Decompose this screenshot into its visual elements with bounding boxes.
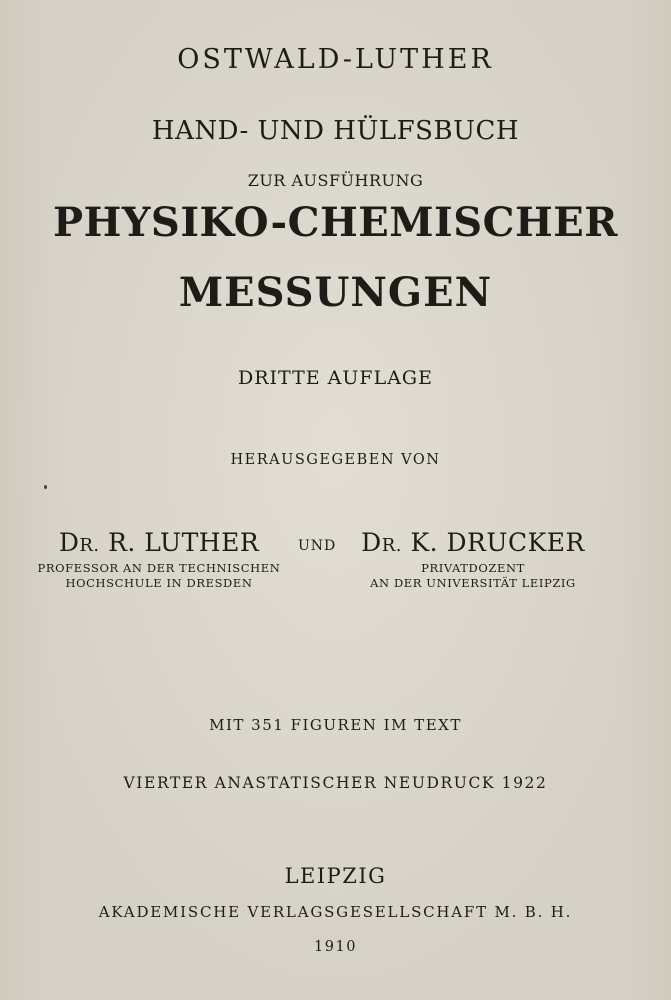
editor-2-prefix: D [361,528,382,557]
conjunction: UND [298,538,337,554]
figures-note: MIT 351 FIGUREN IM TEXT [209,716,462,734]
editor-2-name: K. DRUCKER [410,528,585,557]
editor-2-role-line-2: AN DER UNIVERSITÄT LEIPZIG [370,575,576,590]
editor-2-role-line-1: PRIVATDOZENT [421,561,525,575]
editor-2 [352,530,594,591]
editor-1-role [28,561,290,591]
editor-1-role-line-1: PROFESSOR AN DER TECHNISCHEN [37,561,281,575]
editor-2-prefix-sub: R. [381,535,402,556]
editor-1-prefix-sub: R. [79,535,100,556]
editor-1-name: R. LUTHER [108,528,260,557]
editor-1-role-line-2: HOCHSCHULE IN DRESDEN [65,575,253,590]
editor-1 [28,530,290,591]
edition-line: DRITTE AUFLAGE [238,367,433,389]
publication-year: 1910 [314,939,357,955]
author-line: OSTWALD-LUTHER [177,44,494,75]
paper-speck [44,485,47,489]
title-line-4: MESSUNGEN [178,269,493,316]
editor-2-name-line [352,530,594,555]
editor-1-name-line [28,530,290,555]
publisher-city: LEIPZIG [284,864,387,888]
edited-by-line: HERAUSGEGEBEN VON [230,452,441,468]
title-line-1: HAND- UND HÜLFSBUCH [151,116,520,146]
publisher-name: AKADEMISCHE VERLAGSGESELLSCHAFT M. B. H. [98,903,573,921]
title-line-2: ZUR AUSFÜHRUNG [247,171,424,190]
editor-1-prefix: D [58,528,80,557]
title-line-3: PHYSIKO-CHEMISCHER [53,199,618,246]
reprint-note: VIERTER ANASTATISCHER NEUDRUCK 1922 [123,774,548,792]
editor-2-role [352,561,594,591]
